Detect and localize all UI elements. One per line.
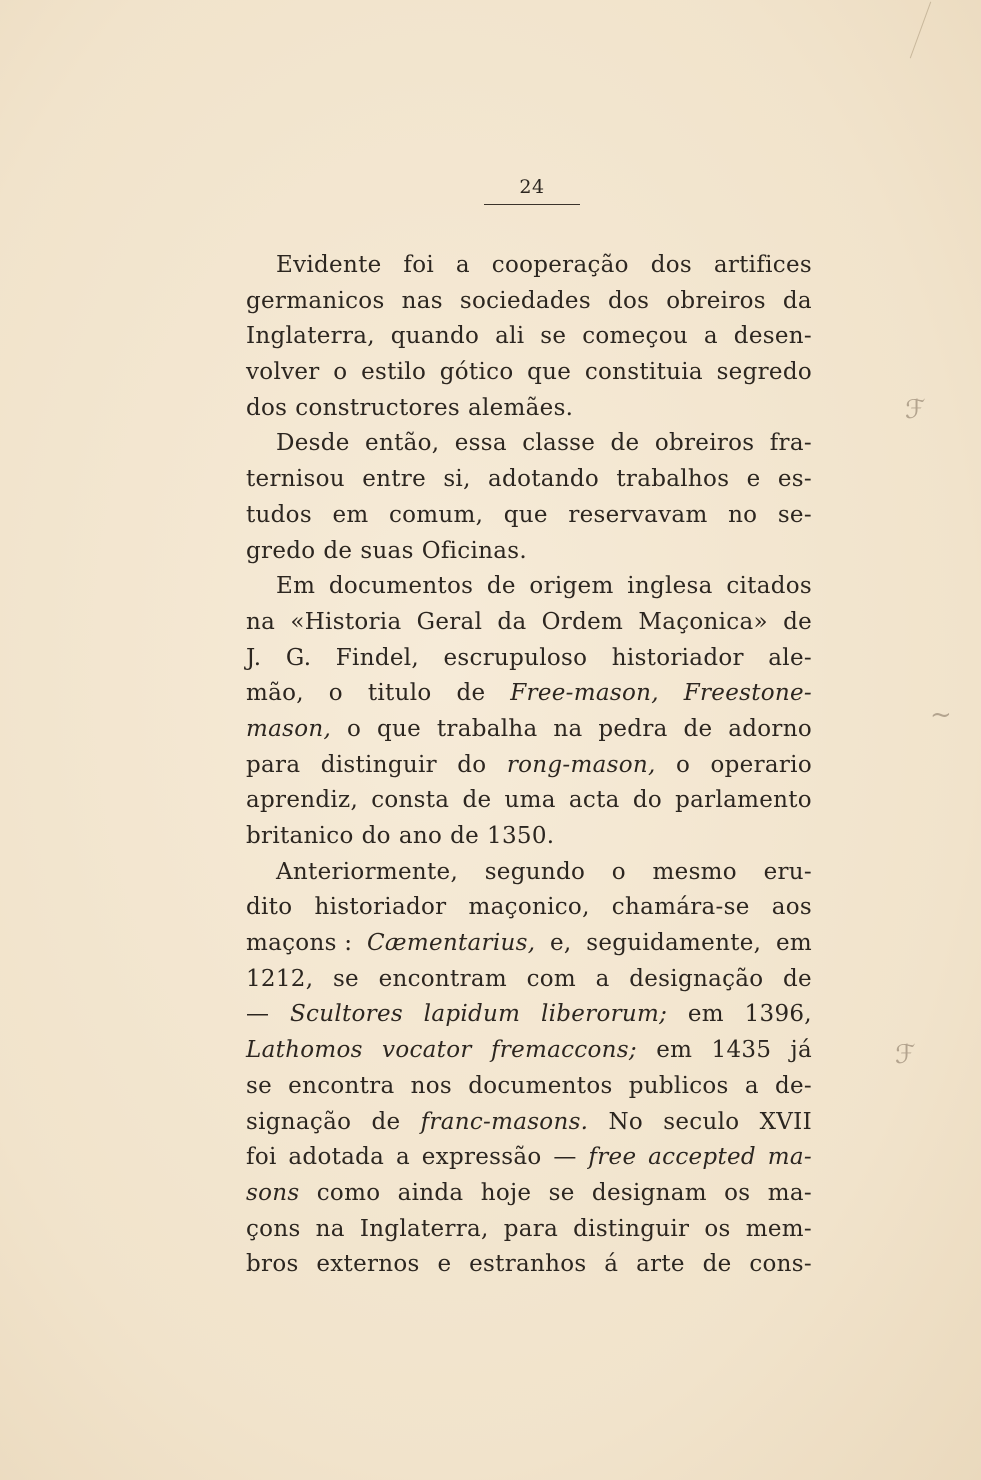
word: Ordem: [541, 608, 624, 635]
word: sociedades: [459, 287, 591, 314]
word: Inglaterra,: [246, 323, 375, 350]
word: do: [457, 751, 487, 778]
word: artifices: [713, 252, 812, 278]
word: seculo: [663, 1108, 740, 1135]
text-line: [246, 426, 812, 462]
word: tudos: [246, 501, 312, 528]
word: parlamento: [675, 787, 812, 814]
word: accepted: [648, 1144, 756, 1171]
word: no: [728, 501, 758, 528]
text-line: [246, 1212, 812, 1248]
text-line: [246, 462, 812, 498]
word: se: [332, 965, 359, 992]
word: encontra: [288, 1072, 395, 1099]
word: que: [527, 359, 572, 386]
word: se: [246, 1072, 273, 1099]
word: ale-: [768, 644, 812, 671]
word: 1212,: [246, 965, 314, 992]
word: escrupuloso: [443, 644, 588, 671]
word: inglesa: [627, 573, 713, 600]
page-number: 24: [484, 176, 580, 205]
word: dos: [246, 394, 288, 421]
word: adotando: [488, 466, 600, 493]
word: «Historia: [290, 608, 402, 635]
word: entre: [362, 466, 426, 493]
word: trabalha: [436, 715, 538, 742]
text-line: [246, 926, 812, 962]
text-line: [246, 534, 812, 570]
word: se: [540, 323, 567, 350]
text-line: [246, 748, 812, 784]
word: gredo: [246, 537, 316, 564]
text-line: [246, 1033, 812, 1069]
word: seguidamente,: [586, 930, 762, 957]
word: se: [548, 1179, 575, 1206]
word: á: [604, 1251, 619, 1278]
word: uma: [504, 787, 556, 814]
word: es-: [777, 466, 812, 493]
word: Em: [276, 573, 316, 600]
word: origem: [529, 573, 614, 600]
text-line: [246, 997, 812, 1033]
word: 1350.: [487, 823, 555, 849]
word: acta: [568, 787, 620, 814]
word: çons: [246, 1215, 301, 1242]
word: o: [346, 715, 362, 742]
word: citados: [726, 573, 812, 600]
text-line: [246, 319, 812, 355]
word: e,: [550, 930, 572, 957]
word: em: [687, 1001, 724, 1028]
word: 1396,: [744, 1001, 812, 1028]
text-line: [246, 819, 812, 855]
word: operario: [710, 751, 812, 778]
word: cons-: [749, 1251, 812, 1278]
word: alemães.: [467, 394, 574, 421]
word: expressão: [421, 1144, 542, 1171]
text-line: [246, 248, 812, 284]
word: pedra: [598, 715, 668, 742]
word: em: [332, 501, 369, 528]
word: Inglaterra,: [359, 1215, 489, 1242]
word: de: [371, 1108, 401, 1135]
text-line: [246, 1105, 812, 1141]
word: J.: [246, 644, 262, 671]
word: sons: [246, 1179, 300, 1206]
word: No: [608, 1108, 644, 1135]
word: em: [775, 930, 812, 957]
text-line: [246, 1069, 812, 1105]
word: do: [361, 823, 391, 849]
word: suas: [360, 537, 414, 564]
word: ali: [495, 323, 525, 350]
word: Findel,: [335, 644, 420, 671]
word: adorno: [728, 715, 812, 742]
word: de: [456, 680, 486, 707]
word: com: [526, 965, 577, 992]
word: de: [450, 823, 480, 849]
text-line: [246, 1140, 812, 1176]
word: arte: [636, 1251, 685, 1278]
word: desen-: [733, 323, 812, 350]
word: si,: [443, 466, 471, 493]
text-line: [246, 962, 812, 998]
word: Anteriormente,: [276, 858, 459, 885]
word: Cæmentarius,: [367, 930, 536, 957]
text-line: [246, 641, 812, 677]
margin-pencil-mark: ℱ: [905, 395, 926, 425]
word: volver: [246, 359, 320, 386]
word: para: [246, 751, 301, 778]
word: bros: [246, 1251, 299, 1278]
word: da: [782, 287, 812, 314]
word: fremaccons;: [490, 1037, 637, 1064]
word: foi: [246, 1144, 277, 1171]
word: constituia: [584, 359, 703, 386]
word: consta: [371, 787, 450, 814]
word: nas: [401, 287, 443, 314]
margin-pencil-mark: ℱ: [895, 1040, 916, 1070]
word: de: [702, 1251, 732, 1278]
word: documentos: [468, 1072, 613, 1099]
word: estranhos: [469, 1251, 587, 1278]
word: de-: [774, 1072, 812, 1099]
word: que: [376, 715, 422, 742]
text-line: [246, 783, 812, 819]
word: distinguir: [573, 1215, 690, 1242]
word: aprendiz,: [246, 787, 359, 814]
word: ma-: [767, 1179, 812, 1206]
word: Lathomos: [246, 1037, 363, 1064]
word: estilo: [361, 359, 427, 386]
word: na: [246, 608, 276, 635]
word: como: [316, 1179, 381, 1206]
word: então,: [365, 430, 440, 457]
text-line: [246, 855, 812, 891]
word: a: [744, 1072, 759, 1099]
word: aos: [771, 894, 812, 921]
word: os: [704, 1215, 731, 1242]
word: germanicos: [246, 287, 385, 314]
text-line: [246, 1176, 812, 1212]
word: rong-mason,: [506, 751, 656, 778]
word: historiador: [314, 894, 447, 921]
word: de: [683, 715, 713, 742]
word: trabalhos: [616, 466, 730, 493]
word: segundo: [484, 858, 586, 885]
text-line: [246, 676, 812, 712]
word: britanico: [246, 823, 354, 849]
word: franc-masons.: [420, 1108, 589, 1135]
word: Maçonica»: [638, 608, 768, 635]
word: se-: [777, 501, 812, 528]
word: eru-: [763, 858, 812, 885]
word: —: [246, 1001, 270, 1028]
word: o: [611, 858, 626, 885]
word: ma-: [767, 1144, 812, 1171]
word: Desde: [276, 430, 350, 457]
word: dos: [650, 252, 692, 278]
page-fold-mark: [910, 2, 931, 59]
word: na: [315, 1215, 345, 1242]
word: ano: [398, 823, 443, 849]
word: Free-mason,: [510, 680, 659, 707]
word: designação: [629, 965, 764, 992]
word: a: [455, 252, 470, 278]
word: quando: [390, 323, 480, 350]
margin-pencil-mark: ~: [930, 700, 952, 730]
word: free: [588, 1144, 637, 1171]
word: mem-: [745, 1215, 812, 1242]
word: ainda: [397, 1179, 464, 1206]
body-text: [246, 248, 812, 1283]
word: classe: [522, 430, 596, 457]
word: hoje: [480, 1179, 532, 1206]
word: começou: [582, 323, 688, 350]
word: XVII: [759, 1108, 812, 1135]
word: de: [323, 537, 353, 564]
word: Oficinas.: [421, 537, 527, 564]
word: mão,: [246, 680, 304, 707]
word: externos: [316, 1251, 420, 1278]
word: publicos: [628, 1072, 729, 1099]
word: os: [724, 1179, 751, 1206]
word: maçons :: [246, 930, 353, 957]
word: e: [437, 1251, 452, 1278]
word: Scultores: [289, 1001, 403, 1028]
word: encontram: [378, 965, 507, 992]
word: dos: [607, 287, 650, 314]
word: do: [632, 787, 662, 814]
word: na: [553, 715, 583, 742]
word: chamára-se: [611, 894, 750, 921]
word: segredo: [716, 359, 812, 386]
word: já: [790, 1037, 812, 1064]
word: reservavam: [568, 501, 708, 528]
text-line: [246, 1247, 812, 1283]
text-line: [246, 605, 812, 641]
word: obreiros: [666, 287, 766, 314]
word: 1435: [711, 1037, 772, 1064]
word: em: [656, 1037, 693, 1064]
text-line: [246, 284, 812, 320]
word: documentos: [328, 573, 474, 600]
word: essa: [454, 430, 507, 457]
word: e: [746, 466, 761, 493]
word: de: [486, 573, 516, 600]
word: mesmo: [652, 858, 737, 885]
word: obreiros: [654, 430, 755, 457]
word: distinguir: [320, 751, 437, 778]
text-line: [246, 355, 812, 391]
word: de: [610, 430, 640, 457]
word: maçonico,: [468, 894, 590, 921]
word: G.: [285, 644, 312, 671]
text-line: [246, 391, 812, 427]
word: dito: [246, 894, 293, 921]
text-line: [246, 712, 812, 748]
word: constructores: [295, 394, 460, 421]
word: o: [328, 680, 343, 707]
word: signação: [246, 1108, 352, 1135]
word: designam: [591, 1179, 707, 1206]
word: o: [675, 751, 691, 778]
word: historiador: [611, 644, 744, 671]
word: a: [395, 1144, 410, 1171]
text-line: [246, 569, 812, 605]
word: de: [462, 787, 492, 814]
word: para: [503, 1215, 559, 1242]
word: foi: [403, 252, 435, 278]
word: de: [783, 965, 812, 992]
word: a: [703, 323, 718, 350]
word: —: [553, 1144, 577, 1171]
word: gótico: [439, 359, 514, 386]
word: Evidente: [276, 252, 382, 278]
word: titulo: [367, 680, 432, 707]
word: comum,: [388, 501, 484, 528]
word: ternisou: [246, 466, 345, 493]
word: que: [503, 501, 548, 528]
word: cooperação: [491, 252, 629, 278]
word: fra-: [769, 430, 812, 457]
word: mason,: [246, 715, 332, 742]
word: liberorum;: [540, 1001, 668, 1028]
text-line: [246, 890, 812, 926]
word: a: [595, 965, 610, 992]
word: nos: [410, 1072, 453, 1099]
word: adotada: [288, 1144, 385, 1171]
word: de: [783, 608, 812, 635]
word: o: [333, 359, 348, 386]
word: vocator: [382, 1037, 472, 1064]
word: Geral: [416, 608, 483, 635]
word: lapidum: [423, 1001, 521, 1028]
text-line: [246, 498, 812, 534]
word: da: [497, 608, 527, 635]
word: Freestone-: [683, 680, 812, 707]
